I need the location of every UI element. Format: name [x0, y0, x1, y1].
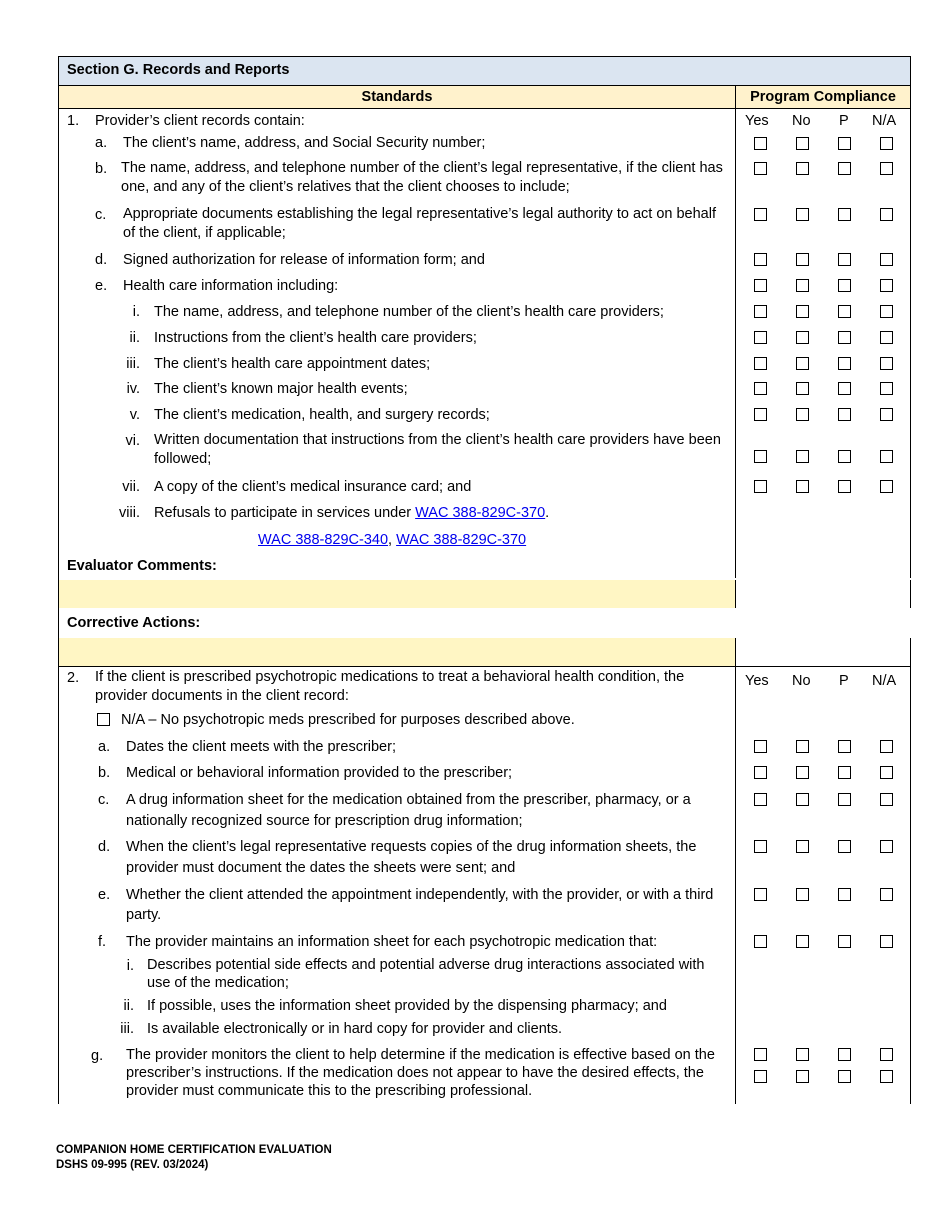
item1-c-text: Appropriate documents establishing the legal representative’s legal authority to act on behalf of the client, if applicable;: [123, 206, 716, 241]
checkbox-1d-no[interactable]: [796, 253, 809, 266]
item1-e-vii-text: A copy of the client’s medical insurance card; and: [154, 479, 472, 495]
border-top: [58, 56, 911, 57]
item1-e-vi-label: vi.: [125, 433, 140, 449]
checkbox-1e-v-na[interactable]: [880, 408, 893, 421]
item2-a-text: Dates the client meets with the prescriber;: [126, 739, 396, 755]
checkbox-2b-na[interactable]: [880, 766, 893, 779]
item2-na-checkbox[interactable]: [97, 713, 110, 726]
checkbox-2g-1-p[interactable]: [838, 1048, 851, 1061]
item1-e-viii-line: [154, 503, 549, 523]
item1-e-viii-end: .: [545, 505, 550, 521]
checkbox-2f-p[interactable]: [838, 935, 851, 948]
checkbox-1e-v-p[interactable]: [838, 408, 851, 421]
footer-form-title: COMPANION HOME CERTIFICATION EVALUATION: [56, 1144, 332, 1156]
checkbox-2f-yes[interactable]: [754, 935, 767, 948]
col-na-label: N/A: [872, 113, 897, 129]
item2-g-text: The provider monitors the client to help determine if the medication is effective based on the prescriber’s instructions. If the medication does not appear to have the desired effects, the provider must communicate this to the prescribing professional.: [126, 1047, 715, 1099]
item2-a-label: a.: [98, 739, 111, 755]
checkbox-2f-na[interactable]: [880, 935, 893, 948]
col2-na-label: N/A: [872, 673, 897, 689]
border-left: [58, 56, 59, 1104]
item2-number: 2.: [67, 670, 80, 686]
item2-d-text: When the client’s legal representative requests copies of the drug information sheets, the provider must document the dates the sheets were sent; and: [126, 839, 697, 876]
checkbox-2c-no[interactable]: [796, 793, 809, 806]
divider-section: [58, 85, 911, 86]
border-right-comments: [910, 580, 911, 608]
compliance-header: Program Compliance: [750, 89, 896, 105]
corrective-actions-label: Corrective Actions:: [67, 615, 201, 631]
checkbox-1d-p[interactable]: [838, 253, 851, 266]
item1-e-i-text: The name, address, and telephone number of the client’s health care providers;: [154, 304, 664, 320]
checkbox-2g-1-yes[interactable]: [754, 1048, 767, 1061]
evaluator-comments-label: Evaluator Comments:: [67, 558, 217, 574]
checkbox-1e-yes[interactable]: [754, 279, 767, 292]
divider-col-c2: [735, 638, 736, 666]
checkbox-1e-i-yes[interactable]: [754, 305, 767, 318]
checkbox-1b-p[interactable]: [838, 162, 851, 175]
checkbox-1e-iv-na[interactable]: [880, 382, 893, 395]
checkbox-1e-iii-no[interactable]: [796, 357, 809, 370]
checkbox-1a-no[interactable]: [796, 137, 809, 150]
item1-e-v-label: v.: [129, 407, 140, 423]
checkbox-1a-yes[interactable]: [754, 137, 767, 150]
item2-f-text: The provider maintains an information sheet for each psychotropic medication that:: [126, 934, 658, 950]
item2-c-text: A drug information sheet for the medication obtained from the prescriber, pharmacy, or a nationally recognized source for prescription drug information;: [126, 792, 691, 829]
checkbox-2c-yes[interactable]: [754, 793, 767, 806]
item1-e-viii-text: Refusals to participate in services under: [154, 505, 416, 521]
checkbox-2e-no[interactable]: [796, 888, 809, 901]
item2-b-label: b.: [98, 765, 111, 781]
col-yes-label: Yes: [745, 113, 769, 129]
item1-a-label: a.: [95, 135, 108, 151]
item2-na-label: N/A – No psychotropic meds prescribed for purposes described above.: [121, 712, 575, 728]
item1-e-label: e.: [95, 278, 108, 294]
item2-f-ii-text: If possible, uses the information sheet provided by the dispensing pharmacy; and: [147, 998, 667, 1014]
item1-number: 1.: [67, 113, 80, 129]
item2-g-label: g.: [91, 1048, 104, 1064]
checkbox-2g-1-na[interactable]: [880, 1048, 893, 1061]
item1-e-iii-label: iii.: [126, 356, 140, 372]
corrective-actions-field[interactable]: [59, 638, 735, 666]
wac-370-link[interactable]: WAC 388-829C-370: [415, 505, 546, 521]
checkbox-2b-p[interactable]: [838, 766, 851, 779]
col2-no-label: No: [792, 673, 811, 689]
border-right-corrective: [910, 638, 911, 666]
checkbox-2b-yes[interactable]: [754, 766, 767, 779]
checkbox-1b-yes[interactable]: [754, 162, 767, 175]
item2-e-label: e.: [98, 887, 111, 903]
checkbox-1e-ii-no[interactable]: [796, 331, 809, 344]
checkbox-2a-p[interactable]: [838, 740, 851, 753]
col-p-label: P: [839, 113, 849, 129]
checkbox-2d-yes[interactable]: [754, 840, 767, 853]
checkbox-1e-i-no[interactable]: [796, 305, 809, 318]
checkbox-2e-p[interactable]: [838, 888, 851, 901]
item2-f-i-label: i.: [126, 958, 134, 974]
checkbox-2g-2-p[interactable]: [838, 1070, 851, 1083]
checkbox-1c-p[interactable]: [838, 208, 851, 221]
checkbox-1e-iv-p[interactable]: [838, 382, 851, 395]
item2-f-label: f.: [98, 934, 107, 950]
divider-col: [735, 86, 736, 578]
checkbox-1e-i-na[interactable]: [880, 305, 893, 318]
item1-e-ii-text: Instructions from the client’s health care providers;: [154, 330, 477, 346]
checkbox-1d-na[interactable]: [880, 253, 893, 266]
wac-340-link[interactable]: WAC 388-829C-340: [258, 532, 389, 548]
checkbox-1e-iii-p[interactable]: [838, 357, 851, 370]
item2-f-ii-label: ii.: [123, 998, 134, 1014]
checkbox-1e-i-p[interactable]: [838, 305, 851, 318]
footer-form-number: DSHS 09-995 (REV. 03/2024): [56, 1159, 209, 1171]
checkbox-1b-na[interactable]: [880, 162, 893, 175]
checkbox-1e-vi-no[interactable]: [796, 450, 809, 463]
checkbox-1c-na[interactable]: [880, 208, 893, 221]
item1-b-label: b.: [95, 161, 108, 177]
checkbox-1e-iv-no[interactable]: [796, 382, 809, 395]
regulation-references: [258, 530, 526, 550]
section-title: Section G. Records and Reports: [67, 62, 290, 78]
item1-d-label: d.: [95, 252, 108, 268]
checkbox-1e-iv-yes[interactable]: [754, 382, 767, 395]
checkbox-1a-na[interactable]: [880, 137, 893, 150]
checkbox-2a-yes[interactable]: [754, 740, 767, 753]
item1-b-text: The name, address, and telephone number of the client’s legal representative, if the client has one, and any of the client’s relatives that the client chooses to include;: [121, 160, 723, 195]
evaluator-comments-field[interactable]: [59, 580, 735, 608]
checkbox-2e-yes[interactable]: [754, 888, 767, 901]
checkbox-2e-na[interactable]: [880, 888, 893, 901]
item1-e-v-text: The client’s medication, health, and surgery records;: [154, 407, 490, 423]
checkbox-2g-2-yes[interactable]: [754, 1070, 767, 1083]
checkbox-1e-ii-na[interactable]: [880, 331, 893, 344]
checkbox-1c-no[interactable]: [796, 208, 809, 221]
checkbox-2a-no[interactable]: [796, 740, 809, 753]
checkbox-2f-no[interactable]: [796, 935, 809, 948]
col-no-label: No: [792, 113, 811, 129]
ref-separator: ,: [388, 532, 397, 548]
checkbox-2a-na[interactable]: [880, 740, 893, 753]
item2-d-label: d.: [98, 839, 111, 855]
item2-f-iii-text: Is available electronically or in hard copy for provider and clients.: [147, 1021, 563, 1037]
item1-e-iv-text: The client’s known major health events;: [154, 381, 408, 397]
checkbox-2b-no[interactable]: [796, 766, 809, 779]
checkbox-2g-2-na[interactable]: [880, 1070, 893, 1083]
checkbox-1e-p[interactable]: [838, 279, 851, 292]
checkbox-2g-2-no[interactable]: [796, 1070, 809, 1083]
checkbox-2d-p[interactable]: [838, 840, 851, 853]
col2-yes-label: Yes: [745, 673, 769, 689]
checkbox-1c-yes[interactable]: [754, 208, 767, 221]
item1-a-text: The client’s name, address, and Social Security number;: [123, 135, 486, 151]
border-right-lower: [910, 667, 911, 1104]
checkbox-1e-vi-p[interactable]: [838, 450, 851, 463]
item2-f-i-text: Describes potential side effects and potential adverse drug interactions associated with use of the medication;: [147, 957, 705, 991]
checkbox-1e-vii-p[interactable]: [838, 480, 851, 493]
checkbox-1e-vi-na[interactable]: [880, 450, 893, 463]
border-right: [910, 56, 911, 578]
checkbox-2c-p[interactable]: [838, 793, 851, 806]
item2-text: If the client is prescribed psychotropic medications to treat a behavioral health condition, the provider documents in the client record:: [95, 669, 685, 704]
checkbox-1e-iii-na[interactable]: [880, 357, 893, 370]
item2-e-text: Whether the client attended the appointment independently, with the provider, or with a third party.: [126, 887, 714, 923]
checkbox-1e-vii-no[interactable]: [796, 480, 809, 493]
checkbox-2c-na[interactable]: [880, 793, 893, 806]
divider-item2: [58, 666, 911, 667]
standards-header: Standards: [361, 89, 433, 105]
checkbox-1e-ii-yes[interactable]: [754, 331, 767, 344]
item1-e-viii-label: viii.: [119, 505, 140, 521]
checkbox-2g-1-no[interactable]: [796, 1048, 809, 1061]
divider-header: [58, 108, 911, 109]
checkbox-1e-v-no[interactable]: [796, 408, 809, 421]
item2-c-label: c.: [98, 792, 110, 808]
item1-e-iii-text: The client’s health care appointment dates;: [154, 356, 431, 372]
checkbox-1e-v-yes[interactable]: [754, 408, 767, 421]
item1-e-iv-label: iv.: [126, 381, 140, 397]
item1-e-text: Health care information including:: [123, 278, 339, 294]
item1-e-vi-text: Written documentation that instructions from the client’s health care providers have been followed;: [154, 432, 721, 467]
item1-e-i-label: i.: [132, 304, 140, 320]
checkbox-1d-yes[interactable]: [754, 253, 767, 266]
checkbox-1e-iii-yes[interactable]: [754, 357, 767, 370]
item2-b-text: Medical or behavioral information provided to the prescriber;: [126, 765, 513, 781]
divider-col-lower: [735, 667, 736, 1104]
wac-370-ref-link[interactable]: WAC 388-829C-370: [396, 532, 527, 548]
item1-c-label: c.: [95, 207, 107, 223]
divider-col-c1: [735, 580, 736, 608]
checkbox-2d-no[interactable]: [796, 840, 809, 853]
col2-p-label: P: [839, 673, 849, 689]
checkbox-1b-no[interactable]: [796, 162, 809, 175]
item1-e-vii-label: vii.: [122, 479, 140, 495]
checkbox-1e-vi-yes[interactable]: [754, 450, 767, 463]
item1-d-text: Signed authorization for release of information form; and: [123, 252, 485, 268]
item1-e-ii-label: ii.: [129, 330, 140, 346]
item2-f-iii-label: iii.: [120, 1021, 134, 1037]
checkbox-2d-na[interactable]: [880, 840, 893, 853]
item1-text: Provider’s client records contain:: [95, 113, 305, 129]
checkbox-1e-ii-p[interactable]: [838, 331, 851, 344]
checkbox-1e-vii-na[interactable]: [880, 480, 893, 493]
checkbox-1e-na[interactable]: [880, 279, 893, 292]
checkbox-1a-p[interactable]: [838, 137, 851, 150]
checkbox-1e-no[interactable]: [796, 279, 809, 292]
checkbox-1e-vii-yes[interactable]: [754, 480, 767, 493]
